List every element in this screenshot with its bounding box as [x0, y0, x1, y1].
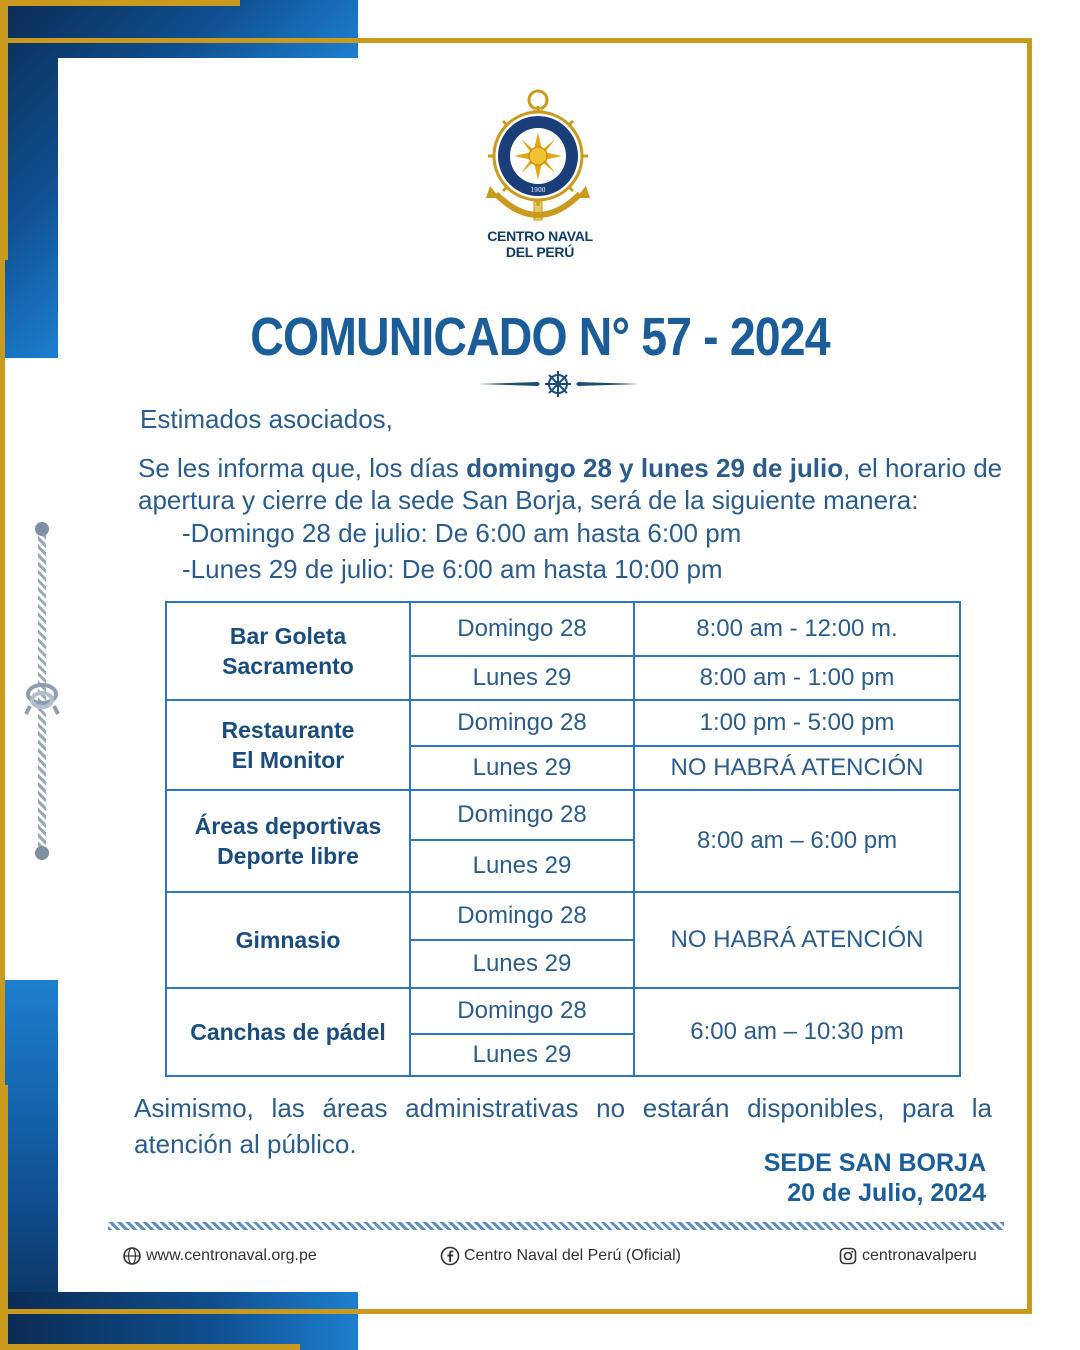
day-cell: Domingo 28 — [410, 988, 634, 1034]
day-cell: Lunes 29 — [410, 940, 634, 988]
table-row — [166, 892, 960, 940]
centro-naval-logo — [482, 86, 594, 228]
facebook-icon — [440, 1246, 460, 1266]
intro-paragraph — [138, 452, 1008, 516]
area-name: Deporte libre — [217, 843, 359, 869]
frame-gold-strip — [0, 0, 240, 6]
footer-website[interactable] — [122, 1246, 317, 1266]
table-row — [166, 700, 960, 746]
time-cell: 6:00 am – 10:30 pm — [634, 988, 960, 1076]
area-cell — [166, 602, 410, 700]
table-row — [166, 602, 960, 656]
rope-end — [35, 522, 49, 536]
footer-instagram[interactable] — [838, 1246, 977, 1266]
signature — [764, 1148, 986, 1208]
area-cell — [166, 700, 410, 790]
area-name: Sacramento — [222, 653, 354, 679]
logo-name — [440, 228, 640, 260]
day-cell: Lunes 29 — [410, 840, 634, 892]
day-cell: Lunes 29 — [410, 1034, 634, 1076]
logo-name-line2: DEL PERÚ — [505, 244, 575, 260]
rope-end — [35, 846, 49, 860]
area-cell: Canchas de pádel — [166, 988, 410, 1076]
logo-name-line1: CENTRO NAVAL — [487, 228, 593, 244]
day-cell: Domingo 28 — [410, 602, 634, 656]
intro-text: , el horario de apertura y cierre de la sede San Borja, será de la siguiente manera: — [138, 453, 1003, 515]
intro-text: Se les informa que, los días — [138, 453, 467, 483]
facebook-link[interactable]: Centro Naval del Perú (Oficial) — [464, 1247, 681, 1264]
day-cell: Lunes 29 — [410, 746, 634, 790]
area-name: Restaurante — [221, 717, 355, 743]
signature-date: 20 de Julio, 2024 — [787, 1179, 986, 1207]
schedule-line-monday: -Lunes 29 de julio: De 6:00 am hasta 10:00 pm — [182, 554, 723, 584]
day-cell: Domingo 28 — [410, 700, 634, 746]
time-cell: 1:00 pm - 5:00 pm — [634, 700, 960, 746]
footer-facebook[interactable] — [440, 1246, 681, 1266]
helm-divider-icon — [478, 370, 638, 398]
svg-text:1900: 1900 — [530, 187, 546, 194]
rope-divider — [108, 1222, 1004, 1230]
table-row — [166, 790, 960, 840]
schedule-line-sunday: -Domingo 28 de julio: De 6:00 am hasta 6:00 pm — [182, 518, 742, 548]
page-title: COMUNICADO N° 57 - 2024 — [250, 307, 830, 367]
area-name: Bar Goleta — [229, 623, 347, 649]
area-name: Áreas deportivas — [194, 813, 382, 839]
time-cell: NO HABRÁ ATENCIÓN — [634, 746, 960, 790]
time-cell: NO HABRÁ ATENCIÓN — [634, 892, 960, 988]
day-cell: Domingo 28 — [410, 892, 634, 940]
time-cell: 8:00 am - 12:00 m. — [634, 602, 960, 656]
schedule-table — [165, 601, 961, 1077]
area-cell: Gimnasio — [166, 892, 410, 988]
intro-highlight: domingo 28 y lunes 29 de julio — [466, 453, 844, 483]
closing-paragraph: Asimismo, las áreas administrativas no estarán disponibles, para la atención al público. — [134, 1093, 992, 1159]
day-cell: Lunes 29 — [410, 656, 634, 700]
area-cell — [166, 790, 410, 892]
day-cell: Domingo 28 — [410, 790, 634, 840]
globe-icon — [122, 1246, 142, 1266]
frame-gold-strip — [0, 1344, 300, 1350]
instagram-link[interactable]: centronavalperu — [862, 1247, 977, 1264]
time-cell: 8:00 am – 6:00 pm — [634, 790, 960, 892]
website-link[interactable]: www.centronaval.org.pe — [146, 1247, 317, 1264]
instagram-icon — [838, 1246, 858, 1266]
area-name: El Monitor — [231, 747, 345, 773]
time-cell: 8:00 am - 1:00 pm — [634, 656, 960, 700]
greeting: Estimados asociados, — [140, 404, 393, 434]
table-row — [166, 988, 960, 1034]
signature-place: SEDE SAN BORJA — [763, 1149, 986, 1177]
knot-icon — [22, 676, 62, 716]
